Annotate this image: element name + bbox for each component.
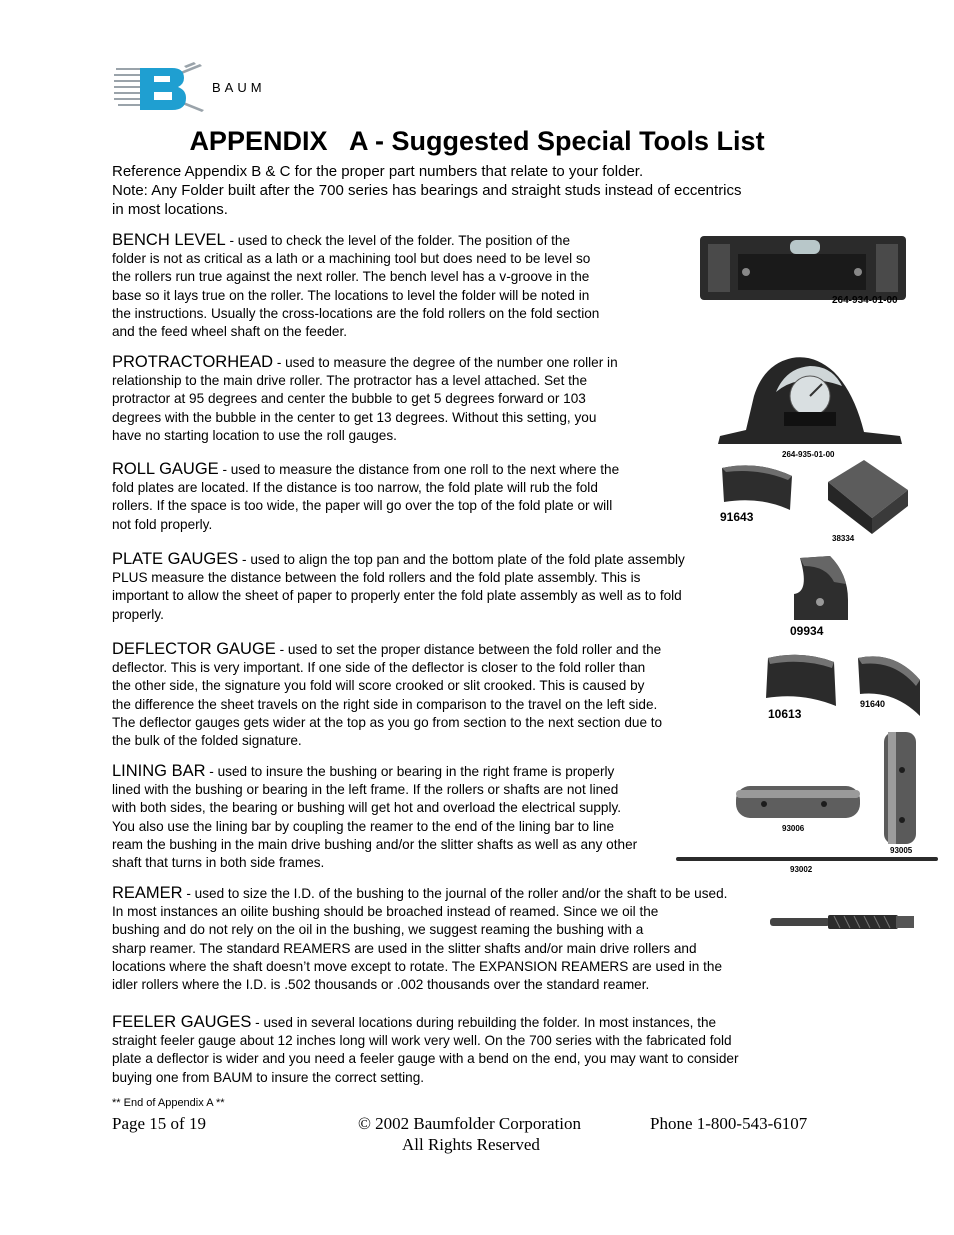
- section-plate-gauges: [112, 550, 685, 624]
- deflector-gauge-b-image: [854, 650, 926, 720]
- section-text: folder is not as critical as a lath or a machining tool but does need to be level so: [112, 251, 591, 267]
- section-heading: LINING BAR: [112, 762, 206, 780]
- section-text: the bulk of the folded signature.: [112, 733, 302, 749]
- bench-level-image: [698, 232, 910, 302]
- lining-bar-long-image: [676, 855, 938, 863]
- part-code-protractor: 264-935-01-00: [782, 450, 835, 459]
- part-code-bench: 264-934-01-00: [832, 295, 898, 306]
- section-roll-gauge: [112, 460, 619, 534]
- section-heading: FEELER GAUGES: [112, 1013, 252, 1031]
- lining-bar-tall-image: [880, 730, 920, 846]
- section-text: the rollers run true against the next roller. The bench level has a v-groove in the: [112, 269, 590, 285]
- section-text: The deflector gauges gets wider at the top as you go from section to the next section due to: [112, 714, 663, 730]
- intro-note: Note: Any Folder built after the 700 series has bearings and straight studs instead of eccentrics: [112, 182, 742, 199]
- section-lining-bar: [112, 762, 637, 872]
- section-text: fold plates are located. If the distance is too narrow, the fold plate will rub the fold: [112, 480, 598, 496]
- deflector-gauge-a-image: [762, 652, 840, 710]
- section-text: sharp reamer. The standard REAMERS are used in the slitter shafts and/or main drive rollers and: [112, 940, 697, 956]
- section-heading: DEFLECTOR GAUGE: [112, 640, 276, 658]
- intro-note-cont: in most locations.: [112, 201, 228, 218]
- section-text: idler rollers where the I.D. is .502 thousands or .002 thousands over the standard reamer.: [112, 977, 650, 993]
- section-text: - used to measure the distance from one roll to the next where the: [218, 462, 620, 477]
- section-text: In most instances an oilite bushing should be broached instead of reamed. Since we oil the: [112, 904, 659, 920]
- section-text: not fold properly.: [112, 516, 213, 532]
- footer-rights: All Rights Reserved: [402, 1135, 540, 1154]
- lining-bar-short-image: [734, 782, 862, 822]
- section-feeler-gauges: [112, 1013, 738, 1087]
- plate-gauge-image: [790, 554, 856, 626]
- section-text: straight feeler gauge about 12 inches long will work very well. On the 700 series with the fabricated fold: [112, 1033, 732, 1049]
- section-text: - used to align the top pan and the bottom plate of the fold plate assembly: [238, 552, 685, 567]
- section-bench-level: [112, 231, 599, 341]
- roll-gauge-a-image: [718, 460, 798, 514]
- end-of-appendix-note: ** End of Appendix A **: [112, 1097, 225, 1109]
- section-text: - used to set the proper distance between the fold roller and the: [275, 642, 662, 657]
- section-text: degrees with the bubble in the center to get 13 degrees. Without this setting, you: [112, 409, 597, 425]
- title-appendix: APPENDIX: [189, 126, 328, 156]
- section-text: bushing and do not rely on the oil in the bushing, we suggest reaming the bushing with a: [112, 922, 644, 938]
- part-code-plate: 09934: [790, 624, 824, 638]
- section-text: ream the bushing in the main drive bushing and/or the slitter shafts as well as any other: [112, 836, 638, 852]
- section-text: base so it lays true on the roller. The locations to level the folder will be noted in: [112, 287, 590, 303]
- section-text: the difference the sheet travels on the right side in comparison to the travel on the left side.: [112, 696, 658, 712]
- section-heading: PLATE GAUGES: [112, 550, 239, 568]
- part-code-lining-c: 93002: [790, 865, 813, 874]
- footer-page-number: Page 15 of 19: [112, 1114, 206, 1133]
- part-code-deflector-a: 10613: [768, 707, 802, 721]
- section-text: properly.: [112, 606, 164, 622]
- footer-copyright: © 2002 Baumfolder Corporation: [358, 1114, 582, 1133]
- section-text: the other side, the signature you fold will score crooked or slit crooked. This is caused by: [112, 678, 645, 694]
- section-heading: PROTRACTORHEAD: [112, 353, 274, 371]
- section-text: - used to insure the bushing or bearing in the right frame is properly: [205, 764, 615, 779]
- section-text: have no starting location to use the roll gauges.: [112, 427, 397, 443]
- section-text: with both sides, the bearing or bushing will get hot and overload the electrical supply.: [112, 800, 622, 816]
- section-heading: REAMER: [112, 884, 183, 902]
- section-text: You also use the lining bar by coupling the reamer to the end of the lining bar to line: [112, 818, 615, 834]
- section-text: plate a deflector is wider and you need a feeler gauge with a bend on the end, you may want to consider: [112, 1051, 739, 1067]
- section-text: relationship to the main drive roller. The protractor has a level attached. Set the: [112, 373, 588, 389]
- section-protractor-head: [112, 353, 618, 445]
- intro-reference: Reference Appendix B & C for the proper part numbers that relate to your folder.: [112, 163, 644, 180]
- section-heading: BENCH LEVEL: [112, 231, 226, 249]
- section-text: and the feed wheel shaft on the feeder.: [112, 324, 348, 340]
- section-reamer: [112, 884, 727, 994]
- section-text: the instructions. Usually the cross-locations are the fold rollers on the fold section: [112, 305, 600, 321]
- section-deflector-gauge: [112, 640, 662, 750]
- section-heading: ROLL GAUGE: [112, 460, 219, 478]
- page-title: [0, 126, 954, 157]
- logo-wordmark: BAUM: [212, 80, 266, 95]
- title-subject: A - Suggested Special Tools List: [349, 126, 765, 156]
- section-text: locations where the shaft doesn’t move except to rotate. The EXPANSION REAMERS are used in the: [112, 958, 723, 974]
- reamer-image: [770, 912, 916, 932]
- section-text: rollers. If the space is too wide, the paper will go over the top of the fold plate or will: [112, 498, 613, 514]
- section-text: - used to check the level of the folder. The position of the: [225, 233, 571, 248]
- part-code-roll-a: 91643: [720, 510, 754, 524]
- part-code-lining-b: 93005: [890, 846, 913, 855]
- part-code-lining-a: 93006: [782, 824, 805, 833]
- roll-gauge-b-image: [824, 456, 912, 536]
- section-text: - used to measure the degree of the number one roller in: [273, 355, 618, 370]
- section-text: shaft that turns in both side frames.: [112, 855, 325, 871]
- footer-phone: Phone 1-800-543-6107: [650, 1114, 808, 1133]
- section-text: - used in several locations during rebuilding the folder. In most instances, the: [251, 1015, 717, 1030]
- section-text: PLUS measure the distance between the fold rollers and the fold plate assembly. This is: [112, 570, 641, 586]
- section-text: deflector. This is very important. If one side of the deflector is closer to the fold roller than: [112, 660, 646, 676]
- part-code-deflector-b: 91640: [860, 699, 886, 709]
- section-text: buying one from BAUM to insure the correct setting.: [112, 1069, 425, 1085]
- section-text: - used to size the I.D. of the bushing to the journal of the roller and/or the shaft to be used.: [182, 886, 728, 901]
- section-text: protractor at 95 degrees and center the bubble to get 5 degrees forward or 103: [112, 391, 586, 407]
- protractor-head-image: [714, 352, 906, 448]
- section-text: important to allow the sheet of paper to properly enter the fold plate assembly as well as to fold: [112, 588, 682, 604]
- section-text: lined with the bushing or bearing in the left frame. If the rollers or shafts are not lined: [112, 782, 619, 798]
- part-code-roll-b: 38334: [832, 534, 855, 543]
